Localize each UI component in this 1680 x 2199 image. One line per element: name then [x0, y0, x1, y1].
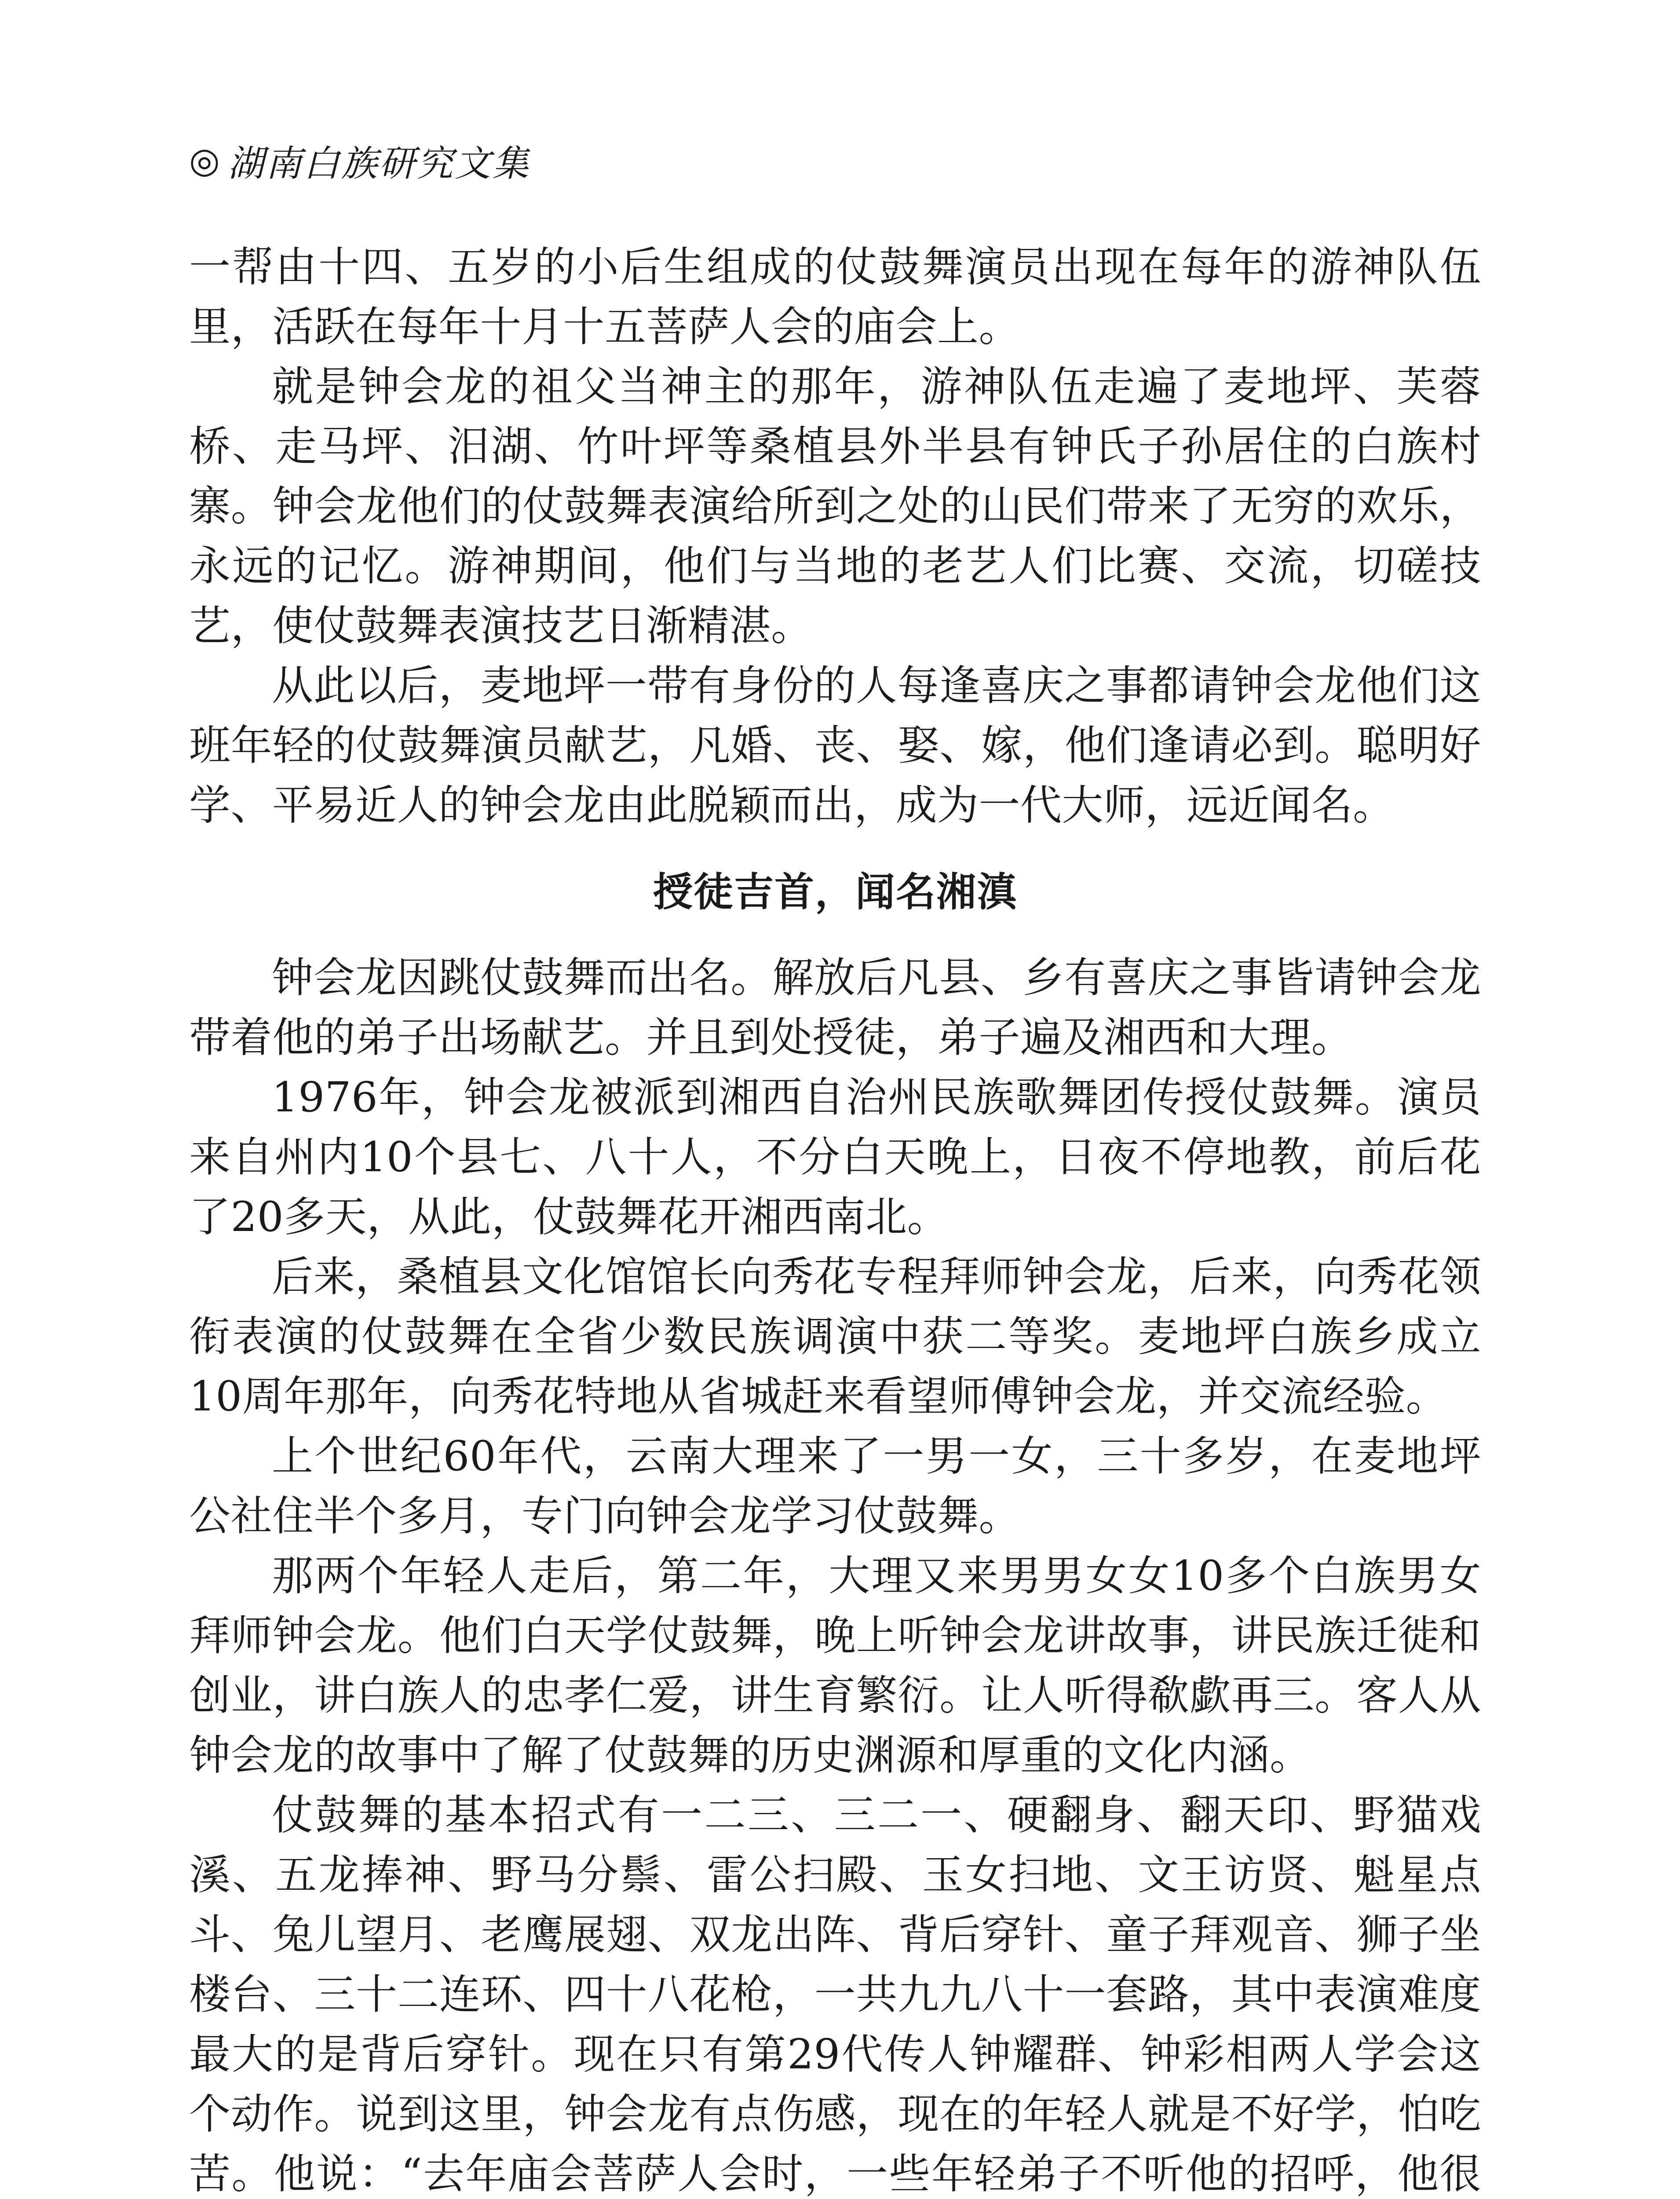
paragraph: 上个世纪60年代，云南大理来了一男一女，三十多岁，在麦地坪公社住半个多月，专门向钟会龙学习仗鼓舞。 [189, 1432, 1481, 1540]
paragraph: 后来，桑植县文化馆馆长向秀花专程拜师钟会龙，后来，向秀花领衔表演的仗鼓舞在全省少数民族调演中获二等奖。麦地坪白族乡成立10周年那年，向秀花特地从省城赶来看望师傅钟会龙，并交流经验。 [189, 1253, 1481, 1421]
paragraph: 那两个年轻人走后，第二年，大理又来男男女女10多个白族男女拜师钟会龙。他们白天学仗鼓舞，晚上听钟会龙讲故事，讲民族迁徙和创业，讲白族人的忠孝仁爱，讲生育繁衍。让人听得欷歔再三。客人从钟会龙的故事中了解了仗鼓舞的历史渊源和厚重的文化内涵。 [189, 1552, 1481, 1779]
book-title: 湖南白族研究文集 [227, 142, 530, 185]
paragraph: 一帮由十四、五岁的小后生组成的仗鼓舞演员出现在每年的游神队伍里，活跃在每年十月十五菩萨人会的庙会上。 [189, 243, 1481, 351]
paragraph: 仗鼓舞的基本招式有一二三、三二一、硬翻身、翻天印、野猫戏溪、五龙捧神、野马分鬃、雷公扫殿、玉女扫地、文王访贤、魁星点斗、兔儿望月、老鹰展翅、双龙出阵、背后穿针、童子拜观音、狮子坐楼台、三十二连环、四十八花枪，一共九九八十一套路，其中表演难度最大的是背后穿针。现在只有第29代传人钟耀群、钟彩相两人学会这个动作。说到这里，钟会龙有点伤感，现在的年轻人就是不好学，怕吃苦。他说：“去年庙会菩萨人会时，一些年轻弟子不听他的招呼，他很 [189, 1791, 1481, 2198]
paragraph: 就是钟会龙的祖父当神主的那年，游神队伍走遍了麦地坪、芙蓉桥、走马坪、汨湖、竹叶坪等桑植县外半县有钟氏子孙居住的白族村寨。钟会龙他们的仗鼓舞表演给所到之处的山民们带来了无穷的欢乐，永远的记忆。游神期间，他们与当地的老艺人们比赛、交流，切磋技艺，使仗鼓舞表演技艺日渐精湛。 [189, 363, 1481, 650]
body-text [189, 237, 1481, 2199]
paragraph: 1976年，钟会龙被派到湘西自治州民族歌舞团传授仗鼓舞。演员来自州内10个县七、八十人，不分白天晚上，日夜不停地教，前后花了20多天，从此，仗鼓舞花开湘西南北。 [189, 1074, 1481, 1241]
circle-bullet-icon: ◎ [189, 140, 220, 181]
section-heading: 授徒吉首，闻名湘滇 [653, 869, 1017, 915]
paragraph: 钟会龙因跳仗鼓舞而出名。解放后凡县、乡有喜庆之事皆请钟会龙带着他的弟子出场献艺。并且到处授徒，弟子遍及湘西和大理。 [189, 954, 1481, 1062]
running-header [189, 132, 530, 189]
paragraph: 从此以后，麦地坪一带有身份的人每逢喜庆之事都请钟会龙他们这班年轻的仗鼓舞演员献艺，凡婚、丧、娶、嫁，他们逢请必到。聪明好学、平易近人的钟会龙由此脱颖而出，成为一代大师，远近闻名。 [189, 662, 1481, 829]
